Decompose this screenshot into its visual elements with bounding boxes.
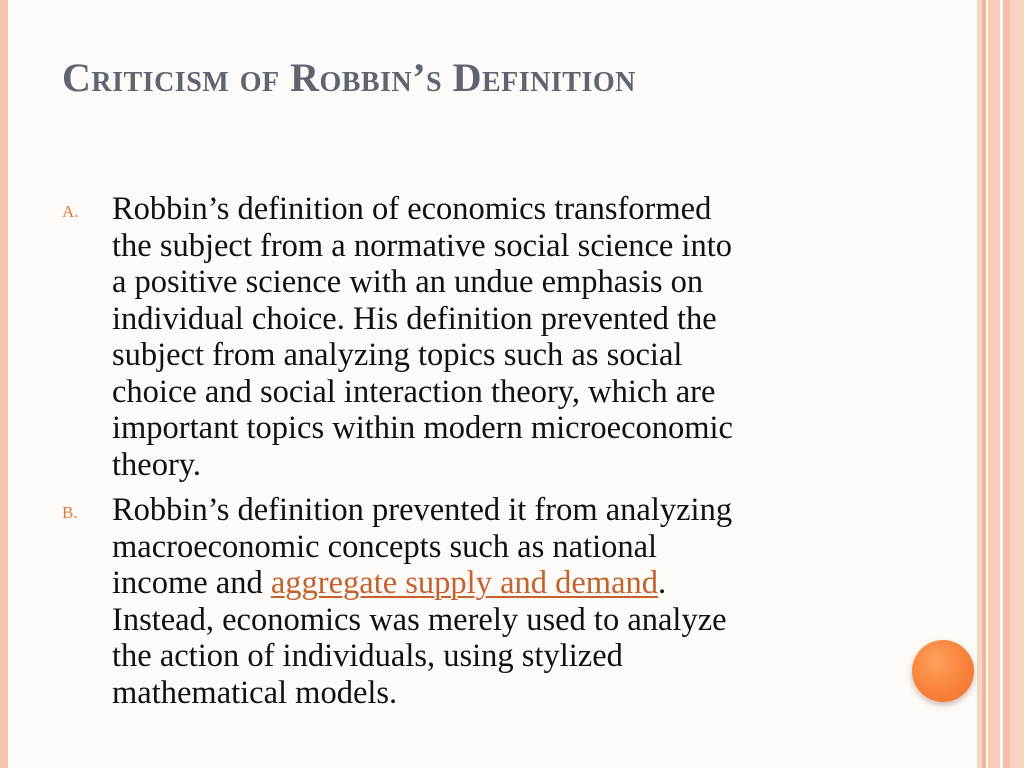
- right-accent-stripe: [1003, 0, 1010, 768]
- left-accent-stripe: [0, 0, 8, 768]
- list-item-text-part: . Instead, economics was merely used to analyze the action of individuals, using stylized mathematical models.: [112, 565, 727, 711]
- list-item-text-part: Robbin’s definition prevented it from analyzing macroeconomic concepts such as national income and: [112, 492, 733, 601]
- list-item: [62, 191, 872, 483]
- aggregate-supply-demand-link[interactable]: aggregate supply and demand: [270, 565, 659, 601]
- list-item-text: Robbin’s definition of economics transformed the subject from a normative social science into a positive science with an undue emphasis on individual choice. His definition prevented the subject from analyzing topics such as social choice and social interaction theory, which are important topics within modern microeconomic theory.: [112, 191, 733, 483]
- list-marker: A.: [62, 202, 79, 221]
- list-marker: B.: [62, 503, 78, 522]
- slide-title: Criticism of Robbin’s Definition: [62, 55, 636, 100]
- right-accent-stripe: [1010, 0, 1024, 768]
- decorative-orange-circle: [912, 640, 974, 702]
- right-accent-stripe: [988, 0, 1000, 768]
- list-item: [62, 492, 872, 711]
- list-item-text: [112, 492, 872, 711]
- right-accent-stripe: [982, 0, 986, 768]
